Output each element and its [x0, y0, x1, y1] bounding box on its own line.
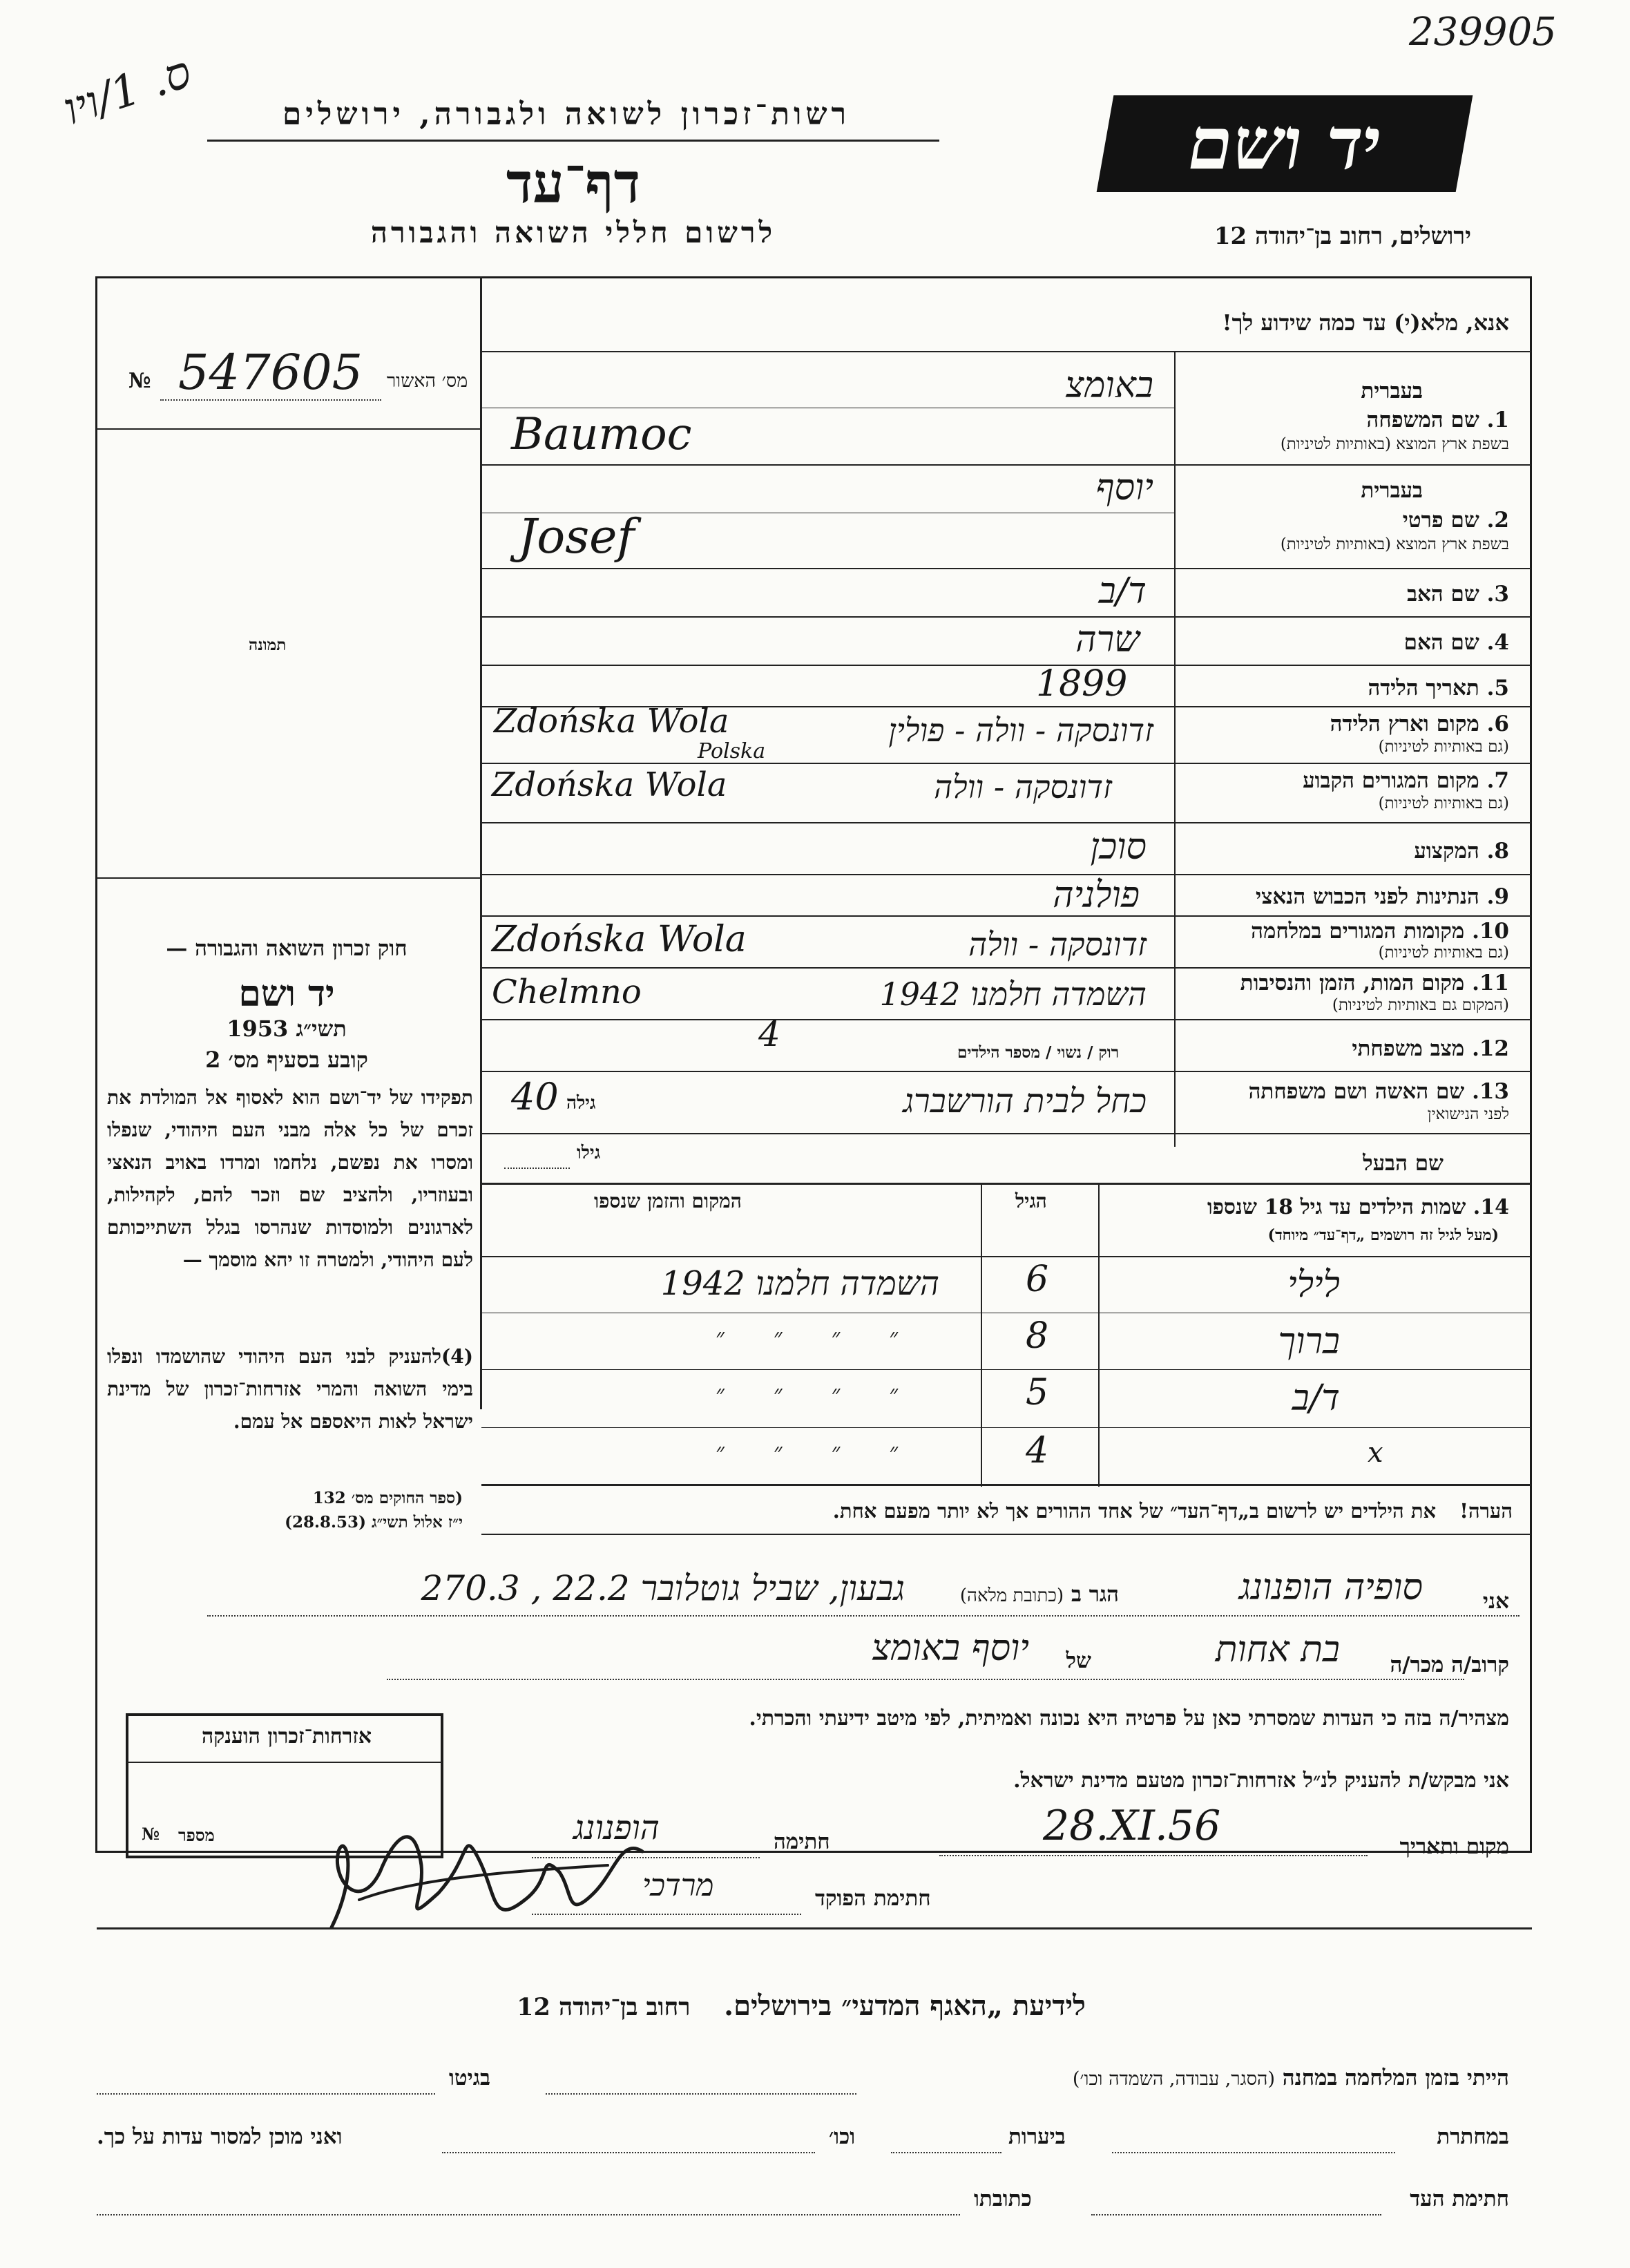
children-col-place: המקום והזמן שנספו [594, 1190, 742, 1212]
witness-address: גבעון, שביל גוטלובר 22.2 , 270.3 [421, 1568, 905, 1608]
form-title: דף־עד [506, 151, 641, 216]
children-col-age: הגיל [1015, 1190, 1047, 1212]
law-year: תשי״ג 1953 [227, 1016, 347, 1042]
footer-line-1-label [1073, 2066, 1509, 2090]
citizenship-box-title: אזרחות־זכרון הוענקה [201, 1724, 372, 1748]
footer-top-rule [97, 1927, 1532, 1929]
field-9-number: 9. [1486, 884, 1509, 909]
field-13-label-text: שם האשה ושם משפחתה [1248, 1079, 1465, 1104]
field-10-label-text: מקומות המגורים במלחמה [1251, 919, 1465, 944]
field-6-latin-value: Zdońska Wola [494, 702, 729, 741]
field-9-label-text: הנתינות לפני הכבוש הנאצי [1256, 884, 1479, 909]
field-7-value: זדונסקה - וולה [934, 768, 1112, 806]
footer-underground-label: במחתרת [1437, 2124, 1509, 2149]
child-3-name: ד/ב [1292, 1378, 1340, 1419]
field-13-age: 40 [511, 1075, 559, 1118]
children-name-divider [1098, 1183, 1100, 1487]
field-10-label [1251, 919, 1509, 944]
field-1-label [1367, 408, 1509, 432]
photo-area-bottom [97, 877, 481, 879]
field-14-number: 14. [1473, 1195, 1509, 1219]
field-2-latin-value: Josef [518, 510, 635, 564]
footer-line-1a [97, 2093, 435, 2095]
field-11-label [1240, 971, 1509, 995]
field-12-options: רוק / נשוי / מספר הילדים [957, 1043, 1119, 1062]
field-7-latin-value: Zdońska Wola [492, 765, 727, 804]
yad-vashem-logo: יד ושם [1097, 95, 1473, 192]
note-label: הערה! [1459, 1499, 1513, 1523]
field-1-number: 1. [1486, 408, 1509, 432]
field-10-value: זדונסקה - וולה [968, 926, 1147, 963]
children-row-sep-3 [481, 1427, 1531, 1428]
field-9-label [1256, 884, 1509, 909]
field-3-label-text: שם האב [1407, 582, 1479, 607]
field-1-lang-origin: בשפת ארץ המוצא (באותיות לטיניות) [1280, 435, 1509, 453]
row-sep-13 [481, 1133, 1531, 1134]
official-label: חתימת הפוקד [815, 1886, 931, 1911]
witness-i-label: אני [1482, 1589, 1509, 1614]
citizenship-box-number-label: מספר [178, 1825, 215, 1845]
footer-line-3a [1091, 2214, 1381, 2216]
witness-name: סופיה הופנונג [1238, 1567, 1423, 1608]
row-sep-10 [481, 967, 1531, 969]
row-sep-6 [481, 763, 1531, 764]
note-bottom [481, 1534, 1531, 1535]
field-2-label [1403, 508, 1509, 533]
field-8-number: 8. [1486, 839, 1509, 864]
field-5-value: 1899 [1036, 663, 1128, 705]
footer-ghetto-label: בגיטו [449, 2066, 490, 2090]
child-2-name: ברוך [1278, 1321, 1340, 1362]
field-2-hebrew-value: יוסף [1095, 467, 1153, 508]
signature-label: חתימה [774, 1829, 830, 1854]
field-5-label-text: תאריך הלידה [1368, 676, 1479, 701]
row-sep-3 [481, 616, 1531, 618]
approval-no-mark: № [128, 369, 151, 393]
footer-line-2a [1112, 2152, 1395, 2154]
field-13-number: 13. [1472, 1079, 1509, 1104]
approval-label: מס׳ האשור [387, 370, 468, 392]
husband-age-dots [504, 1168, 570, 1170]
institution-underline [207, 140, 939, 142]
note [833, 1499, 1513, 1523]
field-1-hebrew-value: באומצ [1065, 365, 1153, 406]
field-13-label [1249, 1079, 1509, 1104]
child-1-place: השמדה חלמנו 1942 [660, 1264, 939, 1303]
field-7-number: 7. [1486, 768, 1509, 793]
children-row-sep-2 [481, 1369, 1531, 1370]
field-14-sub: (מעל לגיל זה רושמים „דף־עד״ מיוחד) [1267, 1226, 1499, 1244]
footer-witness-address-label: כתובתו [974, 2186, 1032, 2211]
field-14-label-text: שמות הילדים עד גיל 18 שנספו [1207, 1195, 1466, 1219]
footer-title: לידיעת „האגף המדעי״ בירושלים. [724, 1990, 1086, 2022]
field-14-label [1207, 1195, 1509, 1219]
child-3-age: 5 [1026, 1372, 1049, 1413]
row-sep-4 [481, 665, 1531, 666]
child-4-name: x [1368, 1437, 1383, 1469]
field-11-value: השמדה חלמנו 1942 [879, 975, 1147, 1013]
field-12-label-text: מצב משפחתי [1352, 1036, 1465, 1061]
field-2-lang-origin: בשפת ארץ המוצא (באותיות לטיניות) [1280, 535, 1509, 553]
row-sep-husband [481, 1183, 1531, 1185]
field-5-label [1368, 676, 1509, 701]
field-6-label-text: מקום וארץ הלידה [1330, 712, 1479, 736]
field-6-sub: (גם באותיות לטיניות) [1378, 738, 1509, 756]
field-2-number: 2. [1486, 508, 1509, 533]
child-1-name: לילי [1287, 1264, 1340, 1306]
field-2-lang-hebrew: בעברית [1361, 478, 1423, 503]
citizenship-box-no-mark: № [142, 1824, 160, 1844]
footer-address: רחוב בן־יהודה 12 [517, 1993, 691, 2021]
field-13-age-label: גילה [566, 1093, 596, 1114]
left-column-divider [480, 276, 482, 1409]
child-4-age: 4 [1026, 1430, 1049, 1471]
footer-camp-hint: (הסגר, עבודה, השמדה וכו׳) [1072, 2068, 1275, 2090]
law-clause: קובע בסעיף מס׳ 2 [205, 1047, 368, 1073]
field-3-label [1407, 582, 1509, 607]
citizenship-box-divider [127, 1762, 442, 1763]
child-2-age: 8 [1026, 1315, 1049, 1357]
row-sep-11 [481, 1019, 1531, 1020]
husband-age-label: גילו [577, 1143, 601, 1163]
field-9-value: פולניה [1053, 875, 1140, 916]
field-4-label-text: שם האם [1403, 630, 1479, 655]
row-sep-7 [481, 822, 1531, 823]
field-11-label-text: מקום המות, הזמן והנסיבות [1240, 971, 1465, 995]
children-age-divider [981, 1183, 982, 1487]
field-11-sub: (המקום גם באותיות לטיניות) [1332, 996, 1509, 1014]
approval-number: 547605 [178, 344, 363, 401]
field-4-number: 4. [1486, 630, 1509, 655]
form-subtitle: לרשום חללי השואה והגבורה [370, 216, 776, 249]
field-10-sub: (גם באותיות לטיניות) [1378, 944, 1509, 962]
footer-line-3b [97, 2214, 960, 2216]
field-10-latin-value: Zdońska Wola [492, 919, 747, 960]
footer-camp-label: הייתי בזמן המלחמה במחנה [1282, 2066, 1509, 2090]
field-2-label-text: שם פרטי [1402, 508, 1479, 533]
row-sep-9 [481, 915, 1531, 917]
row-sep-2 [481, 568, 1531, 569]
handwritten-stamp-note: ס. 1/ויו [57, 46, 198, 136]
footer-line-2c [442, 2152, 815, 2154]
relation-value: בת אחות [1215, 1629, 1340, 1670]
place-date-label: מקום ותאריך [1399, 1834, 1509, 1859]
husband-label: שם הבעל [1363, 1151, 1444, 1176]
label-column-divider [1174, 352, 1176, 1147]
field-8-label [1414, 839, 1509, 864]
field-3-number: 3. [1486, 582, 1509, 607]
citizenship-request: אני מבקש/ת להעניק לנ״ל אזרחות־זכרון מטעם מדינת ישראל. [1013, 1769, 1509, 1793]
field-4-value: שרה [1075, 619, 1140, 660]
footer-title-line [373, 1990, 1229, 2022]
field-12-label [1352, 1036, 1509, 1061]
witness-line-1 [207, 1615, 1519, 1617]
row-sep-12 [481, 1071, 1531, 1072]
field-11-latin-value: Chelmno [492, 973, 642, 1011]
law-text: תפקידו של יד־ושם הוא לאסוף אל המולדת את זכרם של כל אלה מבני העם היהודי, שנפלו ומסרו את נפשם, נלחמו ומרדו באויב הנאצי ובעוזריו, ולהציב שם וזכר להם, לקהילות, לארגונים ולמוסדות שנהרסו בגלל השתייכותם לעם היהודי, ולמטרה זו יהא מוסמך — [107, 1086, 473, 1271]
child-1-age: 6 [1026, 1259, 1049, 1300]
note-text: את הילדים יש לרשום ב„דף־העד״ של אחד ההורים אך לא יותר מפעם אחת. [832, 1499, 1437, 1523]
field-7-label-text: מקום המגורים הקבוע [1303, 768, 1479, 793]
field-6-latin-country: Polska [698, 739, 766, 763]
official-signature: מרדכי [642, 1868, 714, 1903]
intro-divider [481, 351, 1531, 352]
footer-forests-label: ביערות [1008, 2124, 1066, 2149]
field-8-value: סוכן [1090, 826, 1147, 868]
header-address: ירושלים, רחוב בן־יהודה 12 [1214, 222, 1471, 250]
field-4-label [1404, 630, 1509, 655]
footer-line-1b [546, 2093, 856, 2095]
footer-willing-label: ואני מוכן למסור עדות על כך. [97, 2124, 343, 2149]
address-hint: (כתובת מלאה) [959, 1585, 1064, 1606]
witness-signature: הופנונג [573, 1809, 660, 1847]
field-6-number: 6. [1486, 712, 1509, 736]
footer-etc-label: וכו׳ [829, 2124, 856, 2149]
row-sep-1 [481, 464, 1531, 466]
field-13-sub: לפני הנישואין [1427, 1105, 1509, 1123]
law-item-4: (4)להעניק לבני העם היהודי שהושמדו ונפלו בימי השואה והמרי אזרחות־זכרון של מדינת ישראל לאות היאספם אל עמם. [107, 1345, 473, 1433]
of-label: של [1066, 1648, 1091, 1673]
relation-label: קרוב/ה מכר/ה [1390, 1652, 1509, 1677]
witness-residing-label [960, 1582, 1119, 1607]
children-bottom [481, 1484, 1531, 1486]
field-10-number: 10. [1472, 919, 1509, 944]
row-sep-8 [481, 874, 1531, 875]
of-name: יוסף באומצ [872, 1628, 1029, 1669]
child-3-place: ״ ״ ״ ״ [715, 1380, 898, 1408]
field-7-sub: (גם באותיות לטיניות) [1378, 794, 1509, 812]
law-name: יד ושם [238, 973, 335, 1015]
catalog-number: 239905 [1409, 10, 1557, 55]
footer-witness-signature-label: חתימת העד [1410, 2186, 1509, 2211]
photo-label: תמונה [249, 636, 287, 654]
law-title: חוק זכרון השואה והגבורה — [166, 936, 408, 961]
institution-name: רשות־זכרון לשואה ולגבורה, ירושלים [282, 97, 851, 132]
field-11-number: 11. [1472, 971, 1509, 995]
date-line [939, 1855, 1368, 1857]
field-12-children-count: 4 [758, 1014, 780, 1054]
law-source: (ספר החוקים מס׳ 132 [312, 1489, 463, 1507]
field-6-label [1330, 712, 1509, 736]
field-12-number: 12. [1472, 1036, 1509, 1061]
field-8-label-text: המקצוע [1414, 839, 1479, 864]
field-5-number: 5. [1486, 676, 1509, 701]
field-3-value: ד/ב [1098, 571, 1147, 612]
child-4-place: ״ ״ ״ ״ [715, 1438, 898, 1466]
witness-line-2 [387, 1679, 1464, 1681]
residing-label-text: הגר ב [1071, 1582, 1119, 1607]
declaration: מצהיר/ה בזה כי העדות שמסרתי כאן על פרטיה היא נכונה ואמיתית, לפי מיטב ידיעתי והכרתי. [749, 1706, 1509, 1731]
footer-line-2b [891, 2152, 1001, 2154]
approval-box-bottom [97, 428, 481, 430]
field-1-latin-value: Baumoc [511, 409, 692, 460]
field-1-lang-hebrew: בעברית [1361, 379, 1423, 403]
field-13-value: כחל לבית הורשברג [903, 1082, 1147, 1121]
field-7-label [1303, 768, 1509, 793]
child-2-place: ״ ״ ״ ״ [715, 1324, 898, 1351]
witness-date: 28.XI.56 [1043, 1802, 1221, 1850]
field-6-value: זדונסקה - וולה - פולין [888, 712, 1153, 749]
intro-instruction: אנא, מלא(י) עד כמה שידוע לך! [1222, 309, 1509, 336]
children-header-sep [481, 1256, 1531, 1257]
field-1-label-text: שם המשפחה [1366, 408, 1479, 432]
law-date: י״ז אלול תשי״ג (28.8.53) [285, 1513, 463, 1532]
